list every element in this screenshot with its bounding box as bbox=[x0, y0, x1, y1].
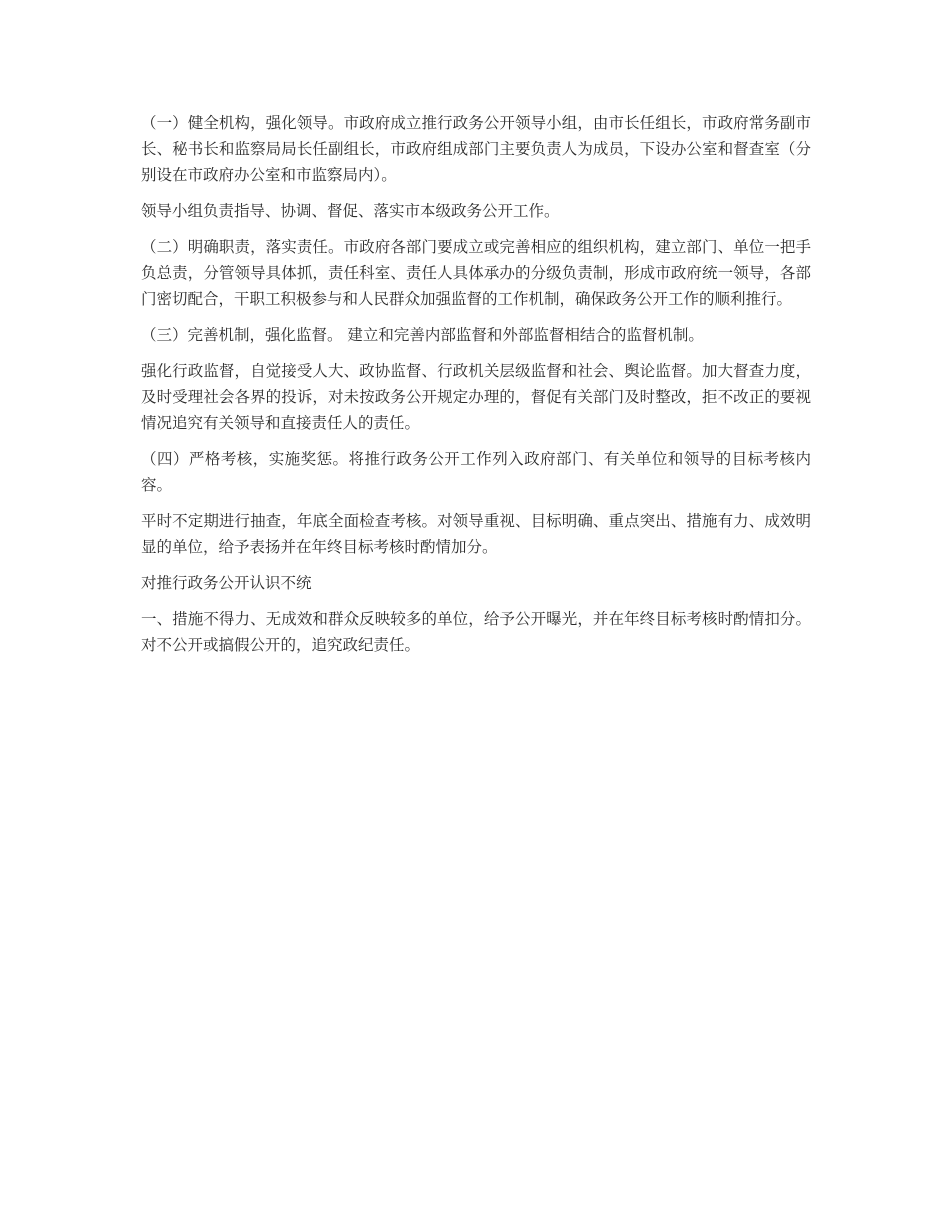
paragraph-7: 平时不定期进行抽查，年底全面检查考核。对领导重视、目标明确、重点突出、措施有力、成效明显的单位，给予表扬并在年终目标考核时酌情加分。 bbox=[141, 512, 811, 556]
paragraph-2: 领导小组负责指导、协调、督促、落实市本级政务公开工作。 bbox=[141, 202, 560, 220]
paragraph-5: 强化行政监督，自觉接受人大、政协监督、行政机关层级监督和社会、舆论监督。加大督查力度，及时受理社会各界的投诉，对未按政务公开规定办理的，督促有关部门及时整改，拒不改正的要视情况追究有关领导和直接责任人的责任。 bbox=[141, 362, 811, 432]
document-body bbox=[141, 110, 811, 668]
paragraph-1: （一）健全机构，强化领导。市政府成立推行政务公开领导小组，由市长任组长，市政府常务副市长、秘书长和监察局局长任副组长，市政府组成部门主要负责人为成员，下设办公室和督查室（分别设在市政府办公室和市监察局内）。 bbox=[141, 114, 811, 184]
paragraph-9: 一、措施不得力、无成效和群众反映较多的单位，给予公开曝光，并在年终目标考核时酌情扣分。对不公开或搞假公开的，追究政纪责任。 bbox=[141, 610, 811, 654]
paragraph-4: （三）完善机制，强化监督。 建立和完善内部监督和外部监督相结合的监督机制。 bbox=[141, 326, 704, 344]
paragraph-6: （四）严格考核，实施奖惩。将推行政务公开工作列入政府部门、有关单位和领导的目标考核内容。 bbox=[141, 450, 811, 494]
paragraph-8: 对推行政务公开认识不统 bbox=[141, 574, 312, 592]
paragraph-3: （二）明确职责，落实责任。市政府各部门要成立或完善相应的组织机构，建立部门、单位一把手负总责，分管领导具体抓，责任科室、责任人具体承办的分级负责制，形成市政府统一领导，各部门密切配合，干职工积极参与和人民群众加强监督的工作机制，确保政务公开工作的顺利推行。 bbox=[141, 238, 811, 308]
